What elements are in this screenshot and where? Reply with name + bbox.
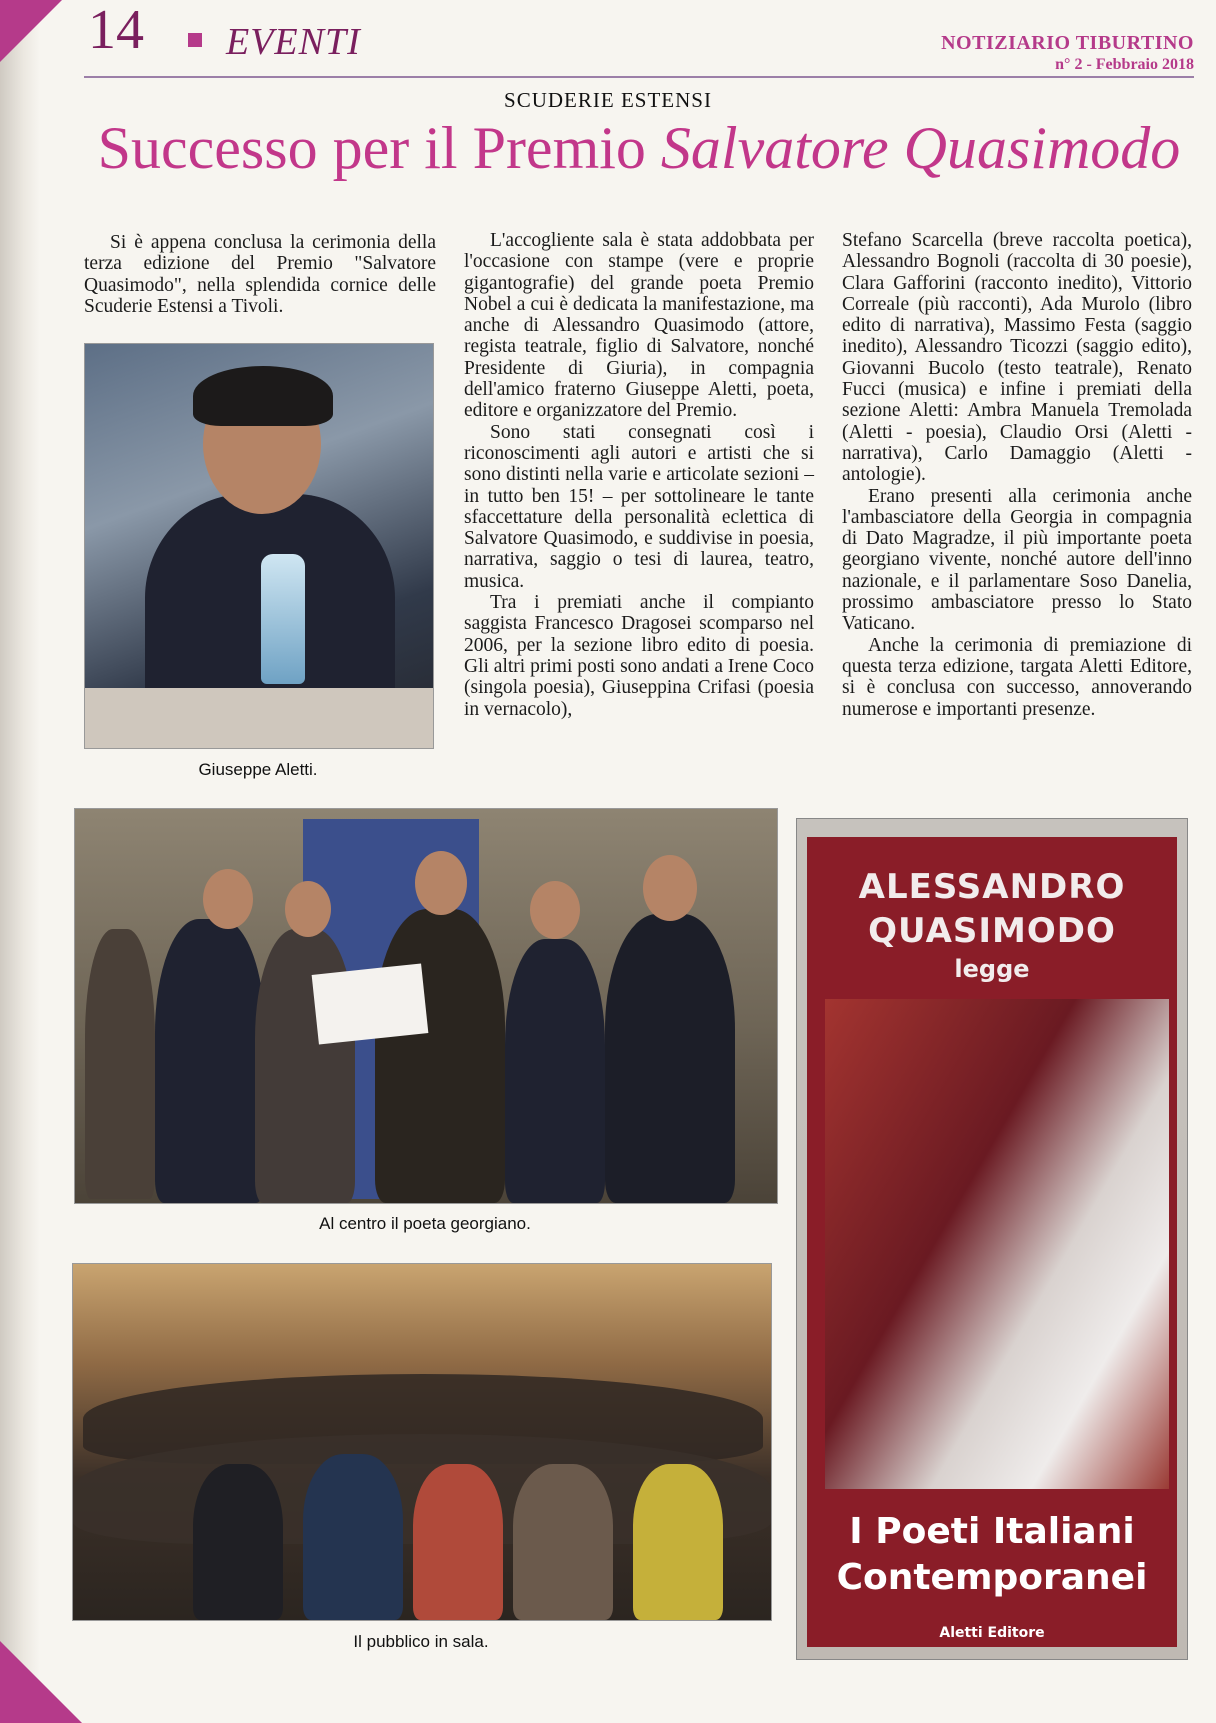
poster-footer-line2: Contemporanei xyxy=(836,1557,1148,1598)
article-column-2 xyxy=(464,230,814,720)
paragraph: Anche la cerimonia di premiazione di questa terza edizione, targata Aletti Editore, si è conclusa con successo, annoverando numerose e importanti presenze. xyxy=(842,634,1192,720)
award-certificate xyxy=(312,963,429,1044)
paragraph: Stefano Scarcella (breve raccolta poetica), Alessandro Bognoli (raccolta di 30 poesie), Clara Gafforini (racconto inedito), Vittorio Correale (più racconti), Ada Murolo (libro edito di narrativa), Massimo Festa (saggio inedito), Alessandro Ticozzi (saggio edito), Giovanni Bucolo (testo teatrale), Renato Fucci (musica) e infine i premiati della sezione Aletti: Ambra Manuela Tremolada (Aletti - poesia), Claudio Orsi (Aletti - narrativa), Carlo Damaggio (Aletti - antologie). xyxy=(842,230,1192,486)
poster-portrait xyxy=(825,999,1169,1489)
poster-name-line1: ALESSANDRO xyxy=(858,867,1126,907)
hair xyxy=(193,366,333,426)
article-column-1 xyxy=(84,232,436,317)
page-number: 14 xyxy=(88,0,144,61)
person-figure xyxy=(375,909,505,1203)
article-headline xyxy=(84,115,1194,181)
section-title: EVENTI xyxy=(226,21,361,63)
paragraph: Tra i premiati anche il compianto saggista Francesco Dragosei scomparso nel 2006, per la sezione libro edito di poesia. Gli altri primi posti sono andati a Irene Coco (singola poesia), Giuseppina Crifasi (poesia in vernacolo), xyxy=(464,592,814,720)
photo-audience xyxy=(72,1263,772,1621)
paragraph: L'accogliente sala è stata addobbata per l'occasione con stampe (vere e proprie gigantografie) del grande poeta Premio Nobel a cui è dedicata la manifestazione, ma anche di Alessandro Quasimodo (attore, regista teatrale, figlio di Salvatore, nonché Presidente di Giuria), in compagnia dell'amico fraterno Giuseppe Aletti, poeta, editore e organizzatore del Premio. xyxy=(464,230,814,422)
paragraph: Erano presenti alla cerimonia anche l'ambasciatore della Georgia in compagnia di Dato Magradze, il più importante poeta georgiano vivente, nonché autore dell'inno nazionale, e il parlamentare Soso Danelia, prossimo ambasciatore presso lo Stato Vaticano. xyxy=(842,485,1192,635)
magazine-title: NOTIZIARIO TIBURTINO xyxy=(941,32,1194,54)
person-figure xyxy=(193,1464,283,1620)
issue-info: n° 2 - Febbraio 2018 xyxy=(1055,56,1194,73)
corner-decoration-top xyxy=(0,0,62,62)
photo-caption-1: Giuseppe Aletti. xyxy=(198,760,318,779)
paragraph: Si è appena conclusa la cerimonia della terza edizione del Premio "Salvatore Quasimodo", nella splendida cornice delle Scuderie Estensi a Tivoli. xyxy=(84,232,436,317)
person-figure xyxy=(303,1454,403,1620)
person-head xyxy=(415,851,467,915)
section-marker-icon xyxy=(188,33,202,47)
person-figure xyxy=(85,929,155,1199)
person-figure xyxy=(413,1464,503,1620)
paragraph: Sono stati consegnati così i riconoscimenti agli autori e artisti che si sono distinti nella varie e articolate sezioni – in tutto ben 15! – per sottolineare le tante sfaccettature della personalità eclettica di Salvatore Quasimodo, e suddivise in poesia, narrativa, saggio o tesi di laurea, teatro, musica. xyxy=(464,421,814,592)
person-head xyxy=(285,881,331,937)
person-head xyxy=(530,881,580,939)
corner-decoration-bottom xyxy=(0,1641,82,1723)
person-figure xyxy=(505,939,605,1203)
person-head xyxy=(643,855,697,921)
person-figure xyxy=(605,914,735,1203)
person-figure xyxy=(255,929,355,1203)
poster-name-line2: QUASIMODO xyxy=(868,911,1116,951)
photo-caption-3: Il pubblico in sala. xyxy=(353,1632,489,1651)
article-column-3 xyxy=(842,230,1192,720)
headline-part1: Successo per il Premio xyxy=(97,115,661,181)
poster-footer-line1: I Poeti Italiani xyxy=(849,1511,1135,1552)
page-binding-shadow xyxy=(0,0,40,1723)
person-head xyxy=(203,869,253,929)
headline-part2: Salvatore Quasimodo xyxy=(660,115,1181,181)
poster-publisher-logo: Aletti Editore xyxy=(939,1625,1045,1641)
photo-group-award xyxy=(74,808,778,1204)
header-rule xyxy=(84,76,1194,78)
poster-subtitle: legge xyxy=(954,955,1030,983)
poster-alessandro-quasimodo xyxy=(796,818,1188,1660)
person-figure xyxy=(633,1464,723,1620)
photo-giuseppe-aletti xyxy=(84,343,434,749)
photo-caption-2: Al centro il poeta georgiano. xyxy=(319,1214,531,1233)
table xyxy=(85,688,433,748)
water-bottle xyxy=(261,554,305,684)
person-figure xyxy=(155,919,265,1203)
article-kicker: SCUDERIE ESTENSI xyxy=(504,88,712,112)
person-figure xyxy=(513,1464,613,1620)
